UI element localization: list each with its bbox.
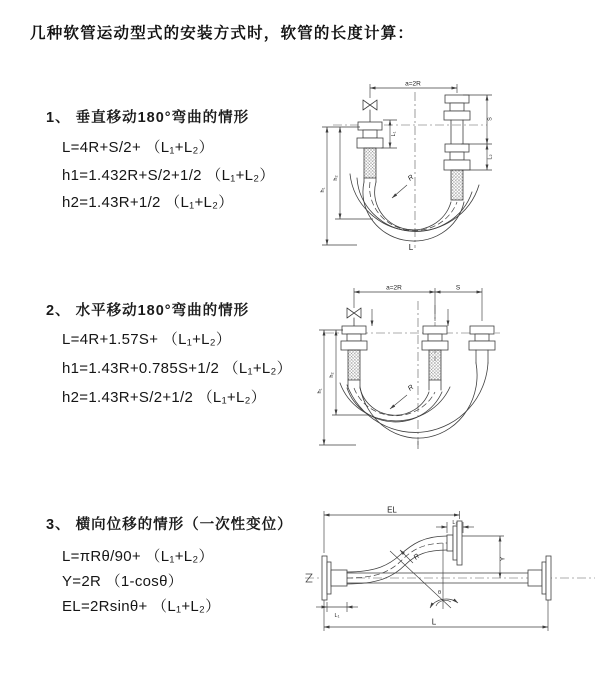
section-2-formula-h2: h2=1.43R+S/2+1/2 （L₁+L₂）	[62, 389, 267, 406]
section-2-heading: 2、 水平移动180°弯曲的情形	[46, 303, 250, 319]
dim-label-h2: h₂	[329, 372, 335, 378]
hose-assembly	[322, 521, 551, 600]
radius-label: R	[412, 552, 422, 562]
dim-label-a2r: a=2R	[405, 80, 421, 88]
dimensions	[316, 506, 548, 632]
dim-label-y: Y	[499, 556, 507, 562]
dim-label-l2: L₂	[452, 520, 458, 526]
length-label: L	[408, 243, 414, 252]
section-1-formula-L: L=4R+S/2+ （L₁+L₂）	[62, 139, 214, 156]
section-3-heading: 3、 横向位移的情形（一次性变位）	[46, 517, 293, 533]
dim-label-l: L	[431, 617, 437, 627]
section-2-formula-L: L=4R+1.57S+ （L₁+L₂）	[62, 331, 232, 348]
dim-label-h2: h₂	[333, 175, 339, 181]
diagram-vertical-180-bend	[315, 78, 590, 253]
dim-label-s: S	[455, 284, 461, 292]
valve-icon	[347, 308, 361, 326]
diagram-lateral-displacement	[300, 503, 600, 645]
dim-label-h1: h₁	[317, 388, 323, 394]
section-3-formula-Y: Y=2R （1-cosθ）	[62, 573, 184, 590]
section-1-heading: 1、 垂直移动180°弯曲的情形	[46, 110, 250, 126]
dim-label-l1: L₁	[391, 131, 397, 137]
radius-label: R	[406, 173, 416, 183]
dim-label-l2: L₂	[487, 154, 494, 160]
dimensions	[317, 285, 482, 450]
dim-label-a2r: a=2R	[386, 284, 402, 292]
radius-label: R	[406, 383, 416, 393]
section-3-formula-EL: EL=2Rsinθ+ （L₁+L₂）	[62, 598, 221, 615]
dim-label-s: S	[487, 117, 494, 121]
angle-label: θ	[438, 590, 442, 596]
section-3-formula-L: L=πRθ/90+ （L₁+L₂）	[62, 548, 214, 565]
dim-label-h1: h₁	[320, 187, 326, 193]
dim-label-l1: L₁	[334, 613, 340, 619]
hose-assembly	[340, 326, 495, 438]
section-1-formula-h1: h1=1.432R+S/2+1/2 （L₁+L₂）	[62, 167, 275, 184]
section-2-formula-h1: h1=1.43R+0.785S+1/2 （L₁+L₂）	[62, 360, 292, 377]
dim-label-el: EL	[387, 505, 397, 515]
page-title: 几种软管运动型式的安装方式时，软管的长度计算：	[30, 25, 415, 42]
section-1-formula-h2: h2=1.43R+1/2 （L₁+L₂）	[62, 194, 234, 211]
diagram-horizontal-180-bend	[310, 283, 595, 453]
valve-icon	[363, 100, 377, 122]
